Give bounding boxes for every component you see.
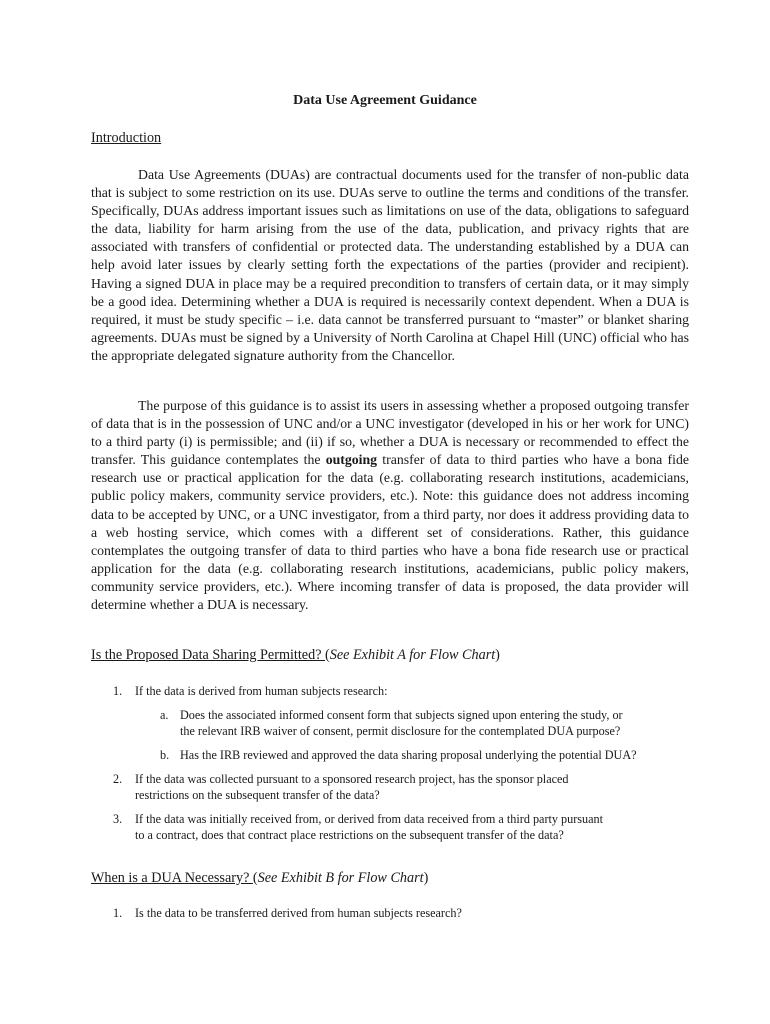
list-item-text: Is the data to be transferred derived from human subjects research? bbox=[135, 906, 462, 920]
section-necessary-close: ) bbox=[423, 870, 429, 886]
intro-heading-text: Introduction bbox=[91, 130, 162, 146]
document-title: Data Use Agreement Guidance bbox=[293, 93, 477, 108]
list-item-text-line2: to a contract, does that contract place restrictions on the subsequent transfer of the data? bbox=[135, 828, 564, 842]
intro-paragraph-2-end: transfer of data to third parties who have a bona fide research use or practical application for the data (e.g. collaborating research institutions, academicians, public policy makers, community service providers, etc.). Note: this guidance does not address incoming data to be accepted by UNC, or a UNC investigator, from a third party, nor does it address providing data to a web hosting service, which comes with a different set of considerations. Rather, this guidance contemplates the outgoing transfer of data to third parties who have a bona fide research use or practical application for the data (e.g. collaborating research institutions, academicians, public policy makers, community service providers, etc.). Where incoming transfer of data is proposed, the data provider will determine whether a DUA is necessary. bbox=[91, 452, 689, 613]
intro-paragraph-2-bold: outgoing bbox=[325, 452, 378, 468]
list-item-letter: b. bbox=[160, 748, 170, 762]
intro-paragraph-1: Data Use Agreements (DUAs) are contractual documents used for the transfer of non-public data that is subject to some restriction on its use. DUAs serve to outline the terms and conditions of the transfer. Specifically, DUAs address important issues such as limitations on use of the data, obligations to safeguard the data, liability for harm arising from the use of the data, publication, and privacy rights that are associated with transfers of confidential or protected data. The understanding established by a DUA can help avoid later issues by clearly setting forth the expectations of the parties (provider and recipient). Having a signed DUA in place may be a required precondition to transfers of certain data, or it may simply be a good idea. Determining whether a DUA is required is necessarily context dependent. When a DUA is required, it must be study specific – i.e. data cannot be transferred pursuant to “master” or blanket sharing agreements. DUAs must be signed by a University of North Carolina at Chapel Hill (UNC) official who has the appropriate delegated signature authority from the Chancellor. bbox=[91, 167, 689, 363]
section-permitted-exhibit: See Exhibit A for Flow Chart bbox=[329, 647, 496, 663]
list-item-number: 1. bbox=[113, 906, 123, 920]
section-necessary-heading bbox=[91, 870, 428, 887]
intro-paragraph-2 bbox=[91, 397, 689, 614]
intro-paragraph-2-start: The purpose of this guidance is to assist its users in assessing whether a proposed outgoing transfer of data that is in the possession of UNC and/or a UNC investigator (developed in his or her work for UNC) to a third party (i) is permissible; and (ii) if so, whether a DUA is necessary or recommended to effect the transfer. This guidance contemplates the bbox=[91, 398, 689, 468]
list-item-letter: a. bbox=[160, 708, 169, 722]
list-item-text-line1: If the data was initially received from, or derived from data received from a third party pursuant bbox=[135, 812, 604, 826]
list-item-text-line1: Does the associated informed consent form that subjects signed upon entering the study, or bbox=[180, 708, 623, 722]
section-necessary-title: When is a DUA Necessary? bbox=[91, 870, 253, 886]
list-item-text: If the data is derived from human subjects research: bbox=[135, 684, 388, 698]
section-permitted-title: Is the Proposed Data Sharing Permitted? bbox=[91, 647, 326, 663]
section-permitted-open: ( bbox=[325, 647, 330, 663]
intro-heading bbox=[91, 130, 161, 147]
list-item-text-line2: restrictions on the subsequent transfer of the data? bbox=[135, 788, 380, 802]
list-item-text-line1: If the data was collected pursuant to a sponsored research project, has the sponsor placed bbox=[135, 772, 569, 786]
list-item-text: Has the IRB reviewed and approved the data sharing proposal underlying the potential DUA? bbox=[180, 748, 637, 762]
list-item-number: 2. bbox=[113, 772, 123, 786]
section-necessary-open: ( bbox=[252, 870, 258, 886]
list-item-number: 3. bbox=[113, 812, 123, 826]
list-item-text-line2: the relevant IRB waiver of consent, permit disclosure for the contemplated DUA purpose? bbox=[180, 724, 621, 738]
section-necessary-exhibit: See Exhibit B for Flow Chart bbox=[257, 870, 424, 886]
list-item-number: 1. bbox=[113, 684, 123, 698]
section-permitted-close: ) bbox=[495, 647, 500, 663]
section-permitted-heading bbox=[91, 647, 500, 664]
